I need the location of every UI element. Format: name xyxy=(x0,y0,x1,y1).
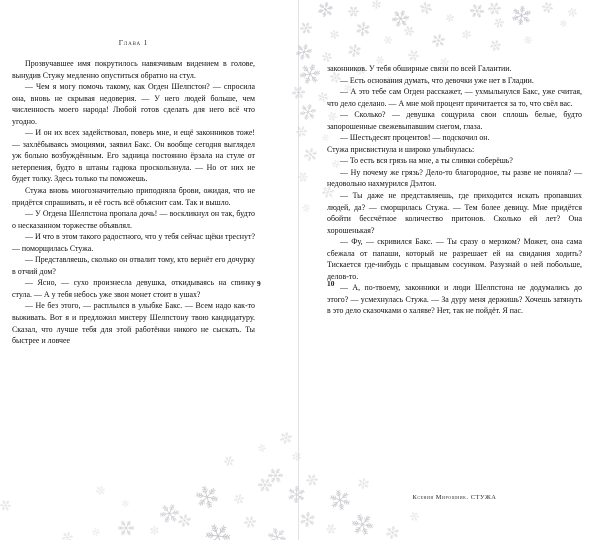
paragraph: — А это тебе сам Огден расскажет, — ухмыльнулся Бакс, уже считая, что дело сделано. — А мне мой процент причитается за то, что свёл вас. xyxy=(327,87,582,108)
paragraph: — То есть вся грязь на мне, а ты сливки соберёшь? xyxy=(340,156,513,166)
paragraph: — Чем я могу помочь такому, как Огден Шелпстон? — спросила она, вновь не скрывая недоверия. — У него людей больше, чем численность моего народа! Любой готов сделать для него всё что угодно. xyxy=(12,82,255,126)
paragraph: — А, по-твоему, законники и люди Шелпстона не додумались до этого? — усмехнулась Стужа. — За дуру меня держишь? Хочешь затянуть в это дело сказочками о халяве? Нет, так не пойдёт. Я пас. xyxy=(327,283,582,316)
paragraph: — Ну почему же грязь? Дело-то благородное, ты разве не поняла? — недовольно нахмурился Дэлтон. xyxy=(327,167,582,189)
paragraph: Прозвучавшее имя покрутилось навязчивым видением в голове, вынудив Стужу медленно опуститься обратно на стул. xyxy=(12,59,255,80)
paragraph: Стужа присвистнула и широко улыбнулась: xyxy=(327,144,475,154)
paragraph: — Шестьдесят процентов! — подскочил он. xyxy=(340,133,490,143)
left-page-body-text xyxy=(12,58,255,347)
page-number-left: 9 xyxy=(257,279,261,288)
paragraph: — И он их всех задействовал, поверь мне, и ещё законников тоже! — захлёбываясь эмоциями, заявил Бакс. Он вообще сегодня выглядел уж больно возбуждённым. Его задница постоянно ёрзала на стуле от нетерпения, будто в штаны гадюка проскользнула. — Но от них не будет толку. Здесь только ты поможешь. xyxy=(12,128,255,184)
running-footer: Ксения Мирошник. СТУЖА xyxy=(412,494,497,501)
paragraph: — У Огдена Шелпстона пропала дочь! — воскликнул он так, будто о несказанном торжестве объявлял. xyxy=(12,209,255,230)
chapter-heading: Глава 1 xyxy=(118,38,149,47)
paragraph: законников. У тебя обширные связи по всей Галантии. xyxy=(327,64,512,73)
right-page xyxy=(299,0,600,540)
paragraph: — Сколько? — девушка сощурила свои сплошь белые, будто запорошенные свежевыпавшим снегом, глаза. xyxy=(327,110,582,131)
paragraph: — Фу, — скривился Бакс. — Ты сразу о мерзком? Может, она сама сбежала от папаши, который не разрешает ей на свидания ходить? Тискается где-нибудь с прыщавым сосунком. Разузнай о ней побольше, делов-то. xyxy=(327,237,582,281)
paragraph: — Есть основания думать, что девочки уже нет в Гладии. xyxy=(340,75,534,85)
paragraph: — Представляешь, сколько он отвалит тому, кто вернёт его дочурку в отчий дом? xyxy=(12,255,255,276)
left-page xyxy=(0,0,298,540)
paragraph: — Ясно, — сухо произнесла девушка, откидываясь на спинку стула. — А у тебя небось уже звон монет стоит в ушах? xyxy=(12,278,255,299)
right-page-body-text xyxy=(327,63,582,317)
paragraph: — Не без этого, — расплылся в улыбке Бакс. — Всем надо как-то выживать. Вот я и предложил мистеру Шелпстону твою кандидатуру. Сказал, что лучше тебя для этой работёнки никого не сыскать. Ты быстрее и ловчее xyxy=(12,301,255,346)
paragraph: Стужа вновь многозначительно приподняла брови, ожидая, что не придётся спрашивать, и её гость всё объяснит сам. Так и вышло. xyxy=(12,186,255,207)
paragraph: — И что в этом такого радостного, что у тебя сейчас щёки треснут? — поморщилась Стужа. xyxy=(12,232,255,253)
page-number-right: 10 xyxy=(327,279,335,288)
paragraph: — Ты даже не представляешь, где приходится искать пропавших людей, да? — сморщилась Стужа. — Тем более девицу. Мне придётся обойти бессчётное количество притонов. Сколько ей лет? Она хорошенькая? xyxy=(327,191,582,235)
